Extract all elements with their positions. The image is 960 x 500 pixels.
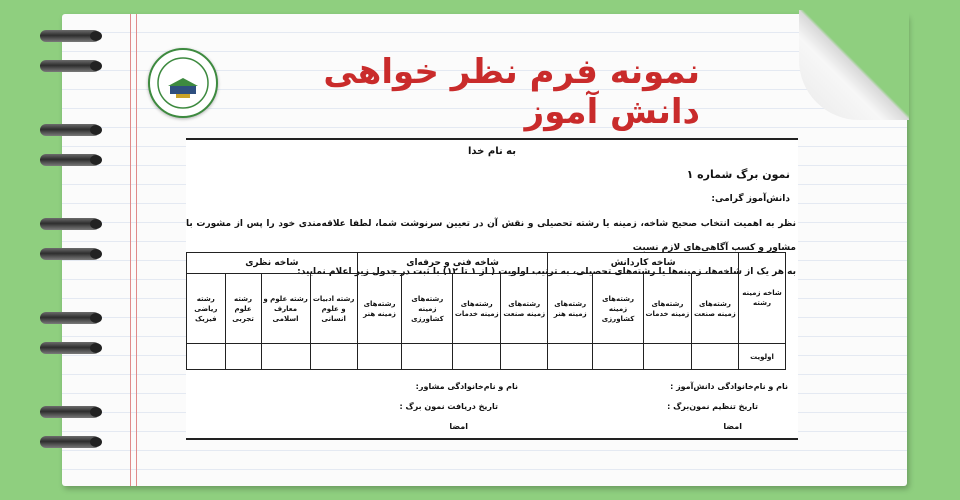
page-curl — [799, 10, 909, 120]
field-header: رشته‌های زمینه هنر — [357, 274, 402, 344]
priority-cell[interactable] — [225, 344, 261, 370]
margin-line — [136, 14, 137, 486]
field-header: رشته‌های زمینه خدمات — [644, 274, 692, 344]
binding-ring — [40, 30, 100, 42]
binding-ring — [40, 436, 100, 448]
priority-cell[interactable] — [593, 344, 644, 370]
field-header: رشته علوم و معارف اسلامی — [261, 274, 310, 344]
student-sign-label: امضا — [723, 422, 742, 431]
field-header: رشته ادبیات و علوم انسانی — [310, 274, 357, 344]
counselor-name-label: نام و نام‌خانوادگی مشاور: — [415, 382, 518, 391]
priority-cell[interactable] — [691, 344, 738, 370]
group-header-nazari: شاخه نظری — [187, 253, 358, 274]
counselor-sign-label: امضا — [449, 422, 468, 431]
field-header: رشته ریاضی فیزیک — [187, 274, 226, 344]
counselor-date-label: تاریخ دریافت نمون برگ : — [399, 402, 498, 411]
priority-cell[interactable] — [402, 344, 453, 370]
priority-cell[interactable] — [310, 344, 357, 370]
form-heading: به نام خدا — [467, 146, 517, 157]
priority-cell[interactable] — [453, 344, 501, 370]
priority-label: اولویت — [739, 344, 786, 370]
priority-cell[interactable] — [548, 344, 593, 370]
field-header: رشته‌های زمینه خدمات — [453, 274, 501, 344]
logo-icon — [148, 48, 218, 118]
instruction-line: نظر به اهمیت انتخاب صحیح شاخه، زمینه یا رشته تحصیلی و نقش آن در تعیین سرنوشت شما، لطفا علاقه‌مندی خود را پس از مشورت با مشاور و کسب آگاهی‌های لازم نسبت — [186, 219, 796, 253]
binding-ring — [40, 60, 100, 72]
binding-ring — [40, 248, 100, 260]
field-header: رشته‌های زمینه کشاورزی — [402, 274, 453, 344]
spiral-binding — [40, 30, 110, 480]
form-greeting: دانش‌آموز گرامی: — [711, 194, 790, 204]
form-number: نمون برگ شماره ۱ — [686, 168, 790, 181]
margin-line — [130, 14, 131, 486]
field-header: رشته‌های زمینه صنعت — [501, 274, 548, 344]
preference-table — [186, 252, 786, 370]
priority-cell[interactable] — [187, 344, 226, 370]
priority-cell[interactable] — [261, 344, 310, 370]
survey-form — [186, 138, 798, 440]
binding-ring — [40, 406, 100, 418]
field-header: رشته‌های زمینه هنر — [548, 274, 593, 344]
field-header: رشته‌های زمینه صنعت — [691, 274, 738, 344]
group-header-fanni: شاخه فنی و حرفه‌ای — [357, 253, 548, 274]
binding-ring — [40, 312, 100, 324]
table-corner-header: شاخه زمینه رشته — [739, 253, 786, 344]
field-header: رشته علوم تجربی — [225, 274, 261, 344]
priority-cell[interactable] — [644, 344, 692, 370]
student-date-label: تاریخ تنظیم نمون‌برگ : — [667, 402, 758, 411]
binding-ring — [40, 218, 100, 230]
binding-ring — [40, 124, 100, 136]
binding-ring — [40, 342, 100, 354]
student-name-label: نام و نام‌خانوادگی دانش‌آموز : — [670, 382, 788, 391]
page-title: نمونه فرم نظر خواهی دانش آموز — [323, 52, 700, 132]
binding-ring — [40, 154, 100, 166]
priority-cell[interactable] — [501, 344, 548, 370]
instruction-line: به هر یک از شاخه‌ها، زمینه‌ها یا رشته‌های تحصیلی، به ترتیب اولویت ( از ۱ تا ۱۲) با ثبت در جدول زیر اعلام نمایید: — [297, 267, 796, 277]
group-header-kardanesh: شاخه کاردانش — [548, 253, 739, 274]
priority-cell[interactable] — [357, 344, 402, 370]
field-header: رشته‌های زمینه کشاورزی — [593, 274, 644, 344]
